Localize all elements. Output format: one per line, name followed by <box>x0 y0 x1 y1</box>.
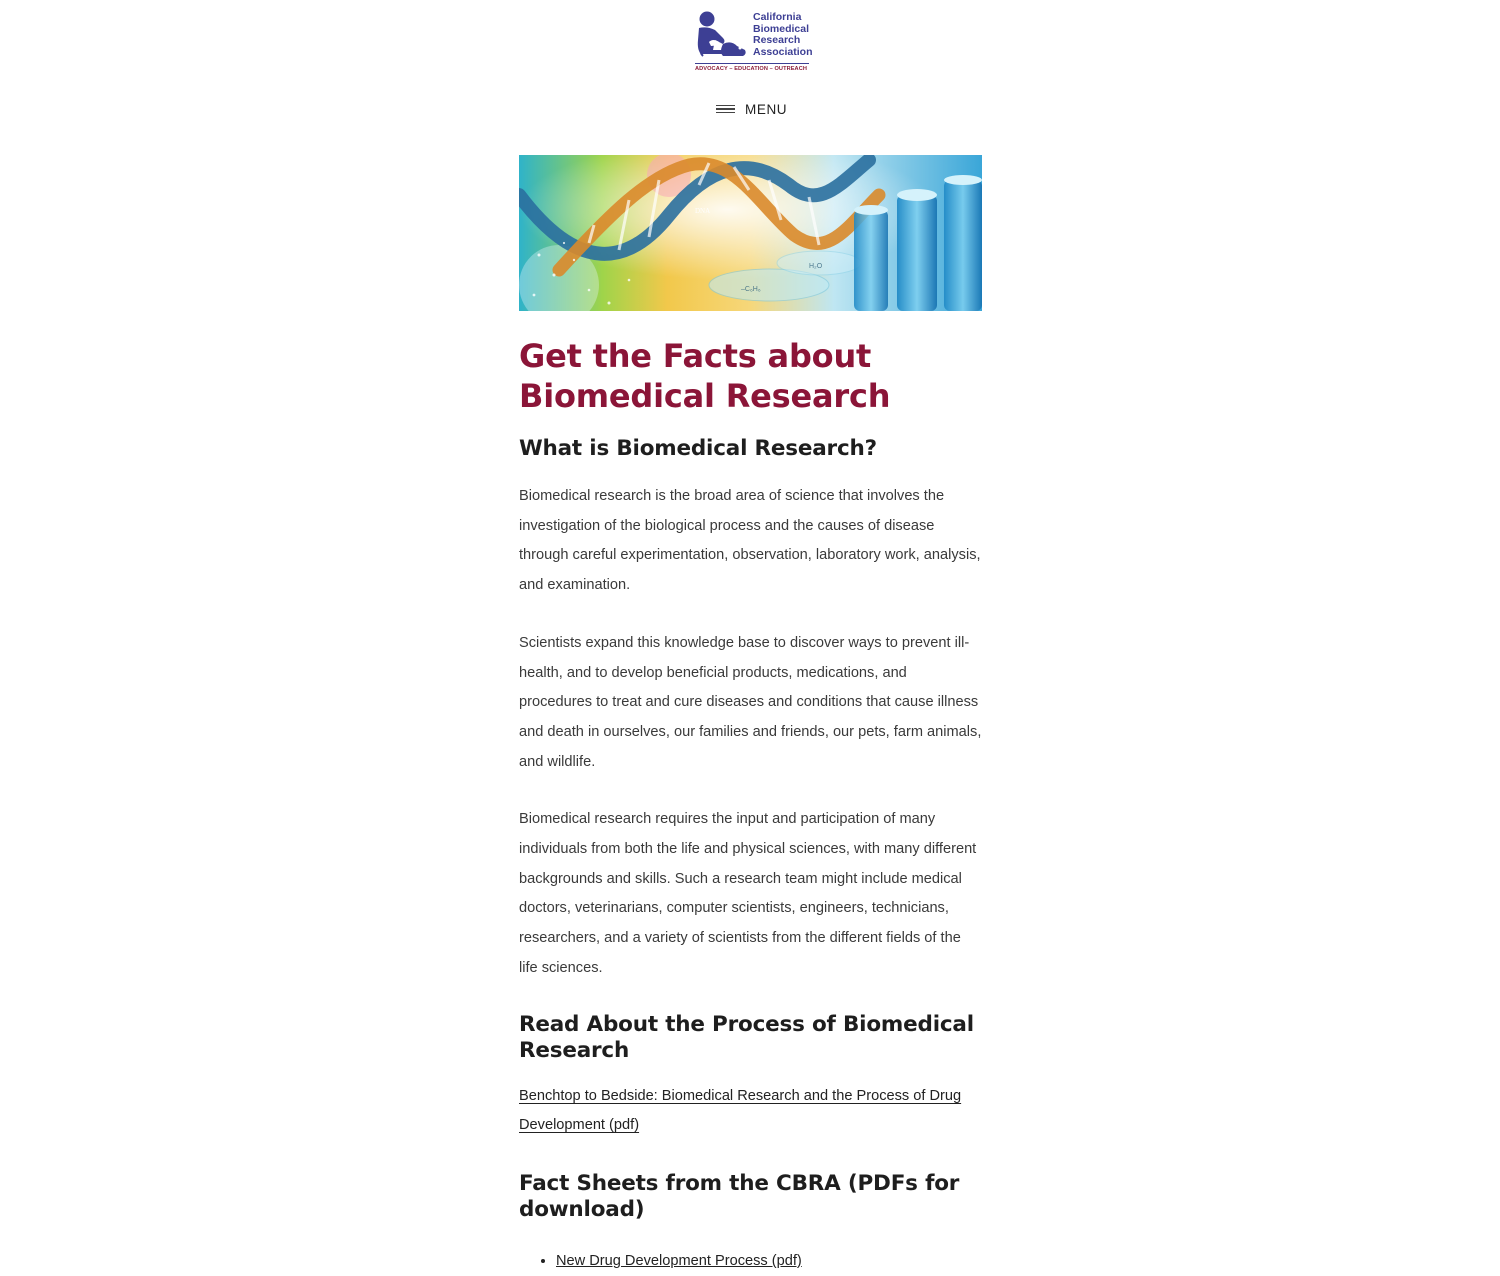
benchtop-to-bedside-pdf-link[interactable]: Benchtop to Bedside: Biomedical Research and the Process of Drug Development (pdf) <box>519 1087 962 1134</box>
paragraph: Scientists expand this knowledge base to discover ways to prevent ill-health, and to develop beneficial products, medications, and procedures to treat and cure diseases and conditions that cause illness and death in ourselves, our families and friends, our pets, farm animals, and wildlife. <box>519 634 982 770</box>
hero-image <box>519 155 982 311</box>
logo-tagline: ADVOCACY – EDUCATION – OUTREACH <box>695 63 809 72</box>
cbra-logo-icon <box>693 10 749 64</box>
main-content <box>519 336 982 1276</box>
fact-sheet-list <box>519 1247 982 1276</box>
hero-c6h6-label: –C₆H₆ <box>741 286 761 293</box>
menu-label: MENU <box>745 101 788 117</box>
hero-dna-label: DNA <box>695 207 711 215</box>
logo-line-2: Biomedical <box>753 22 810 35</box>
logo-line-4: Association <box>753 45 813 58</box>
fact-sheet-link[interactable]: New Drug Development Process (pdf) <box>556 1252 802 1269</box>
page-title: Get the Facts about Biomedical Research <box>519 337 891 415</box>
list-item <box>556 1247 982 1276</box>
heading-what-is-biomedical-research: What is Biomedical Research? <box>519 436 877 461</box>
logo-wordmark <box>753 12 813 58</box>
hero-h2o-label: H₂O <box>809 263 823 270</box>
paragraph: Biomedical research is the broad area of science that involves the investigation of the biological process and the causes of disease through careful experimentation, observation, laboratory work, analysis, and examination. <box>519 488 981 594</box>
logo-line-1: California <box>753 11 802 23</box>
heading-process-of-research: Read About the Process of Biomedical Research <box>519 1011 974 1063</box>
heading-fact-sheets: Fact Sheets from the CBRA (PDFs for download) <box>519 1170 960 1222</box>
site-logo[interactable] <box>693 10 813 74</box>
logo-line-3: Research <box>753 34 801 46</box>
paragraph: Biomedical research requires the input and participation of many individuals from both the life and physical sciences, with many different backgrounds and skills. Such a research team might include medical doctors, veterinarians, computer scientists, engineers, technicians, researchers, and a variety of scientists from the different fields of the life sciences. <box>519 811 977 976</box>
menu-toggle[interactable] <box>716 99 787 119</box>
hamburger-icon <box>716 105 735 114</box>
